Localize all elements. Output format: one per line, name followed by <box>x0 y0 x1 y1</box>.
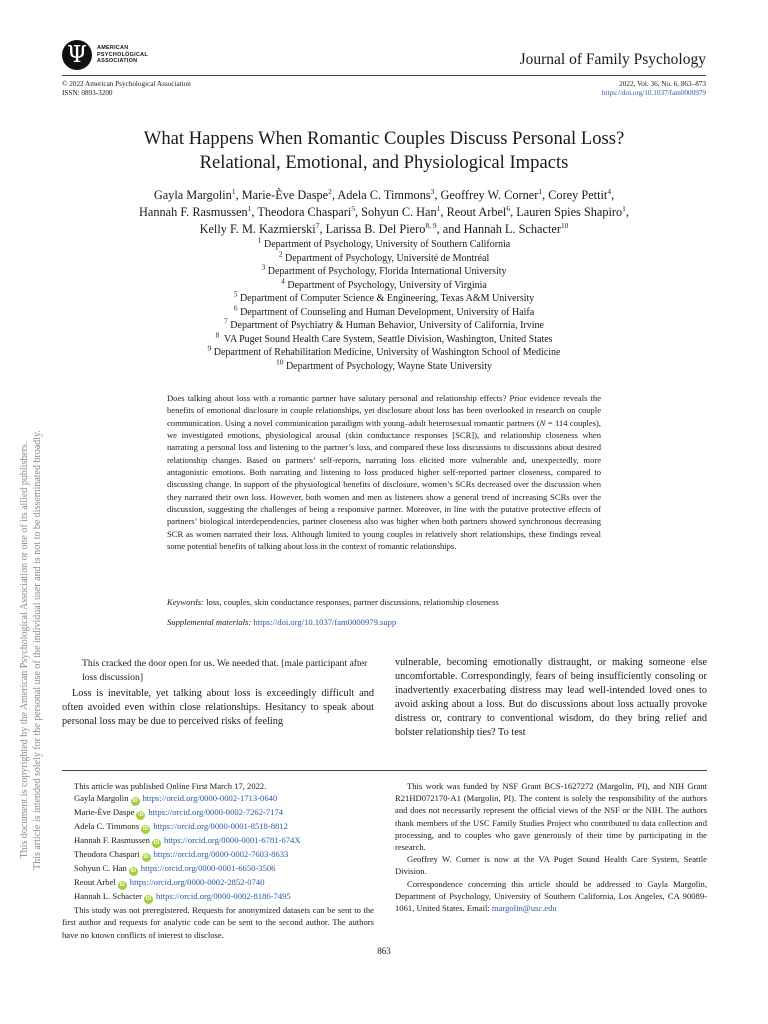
affiliation: $^3$ Department of Psychology, Florida International University <box>261 262 507 277</box>
author: Reout Arbel$^6$ <box>446 203 511 219</box>
orcid-icon: iD <box>142 826 149 833</box>
author: Theodora Chaspari$^5$ <box>257 203 356 219</box>
abstract: Does talking about loss with a romantic partner have salutary personal and relationship effects? Prior evidence reveals the benefits of emotional disclosure in couple relationships, yet disclosure about loss has been overlooked in research on couple communication. Using a novel communication paradigm with young–adult heterosexual romantic partners (N = 114 couples), we investigated emotions, physiological arousal (skin conductance responses [SCR]), and relationship closeness when narrating a personal loss and listening to the partner’s loss, and compared these loss discussions to discussions about desired relationship changes. Based on partners’ self-reports, narrating loss elicited more vulnerable and, unexpectedly, more antagonistic emotions. Both narrating and listening to loss produced higher self-reported partner closeness, compared to discussing change. In support of the physiological benefits of disclosure, women’s SCRs decreased over the discussion when they narrated their own loss. However, both women and men as listeners show a general trend of increasing SCRs over the discussion, suggesting the challenges of being a responsive partner. Moreover, in line with the putative protective effects of partners’ biological interdependencies, partner closeness also was higher when both partners showed synchronous decreasing SCR as women narrated their loss. Although limited to young couples in relatively short relationships, these findings reveal some potential benefits of talking about loss in the context of romantic relationships. <box>167 393 601 552</box>
affiliation: $^5$ Department of Computer Science & Engineering, Texas A&M University <box>233 289 535 304</box>
orcid-entry: Sohyun C. Han iD https://orcid.org/0000-0001-6650-3506 <box>74 863 276 875</box>
author: Marie-Ève Daspe$^2$ <box>241 186 332 202</box>
volume-info: 2022, Vol. 36, No. 6, 863–873 <box>619 80 706 88</box>
body-text-right: vulnerable, becoming emotionally distraught, or making someone else uncomfortable. Correspondingly, fears of being insufficiently consoling or inadvertently exacerbating distress may lead well-intended loved ones to avoid asking about a loss. But do discussions about loss actually provoke distress or, contrary to conventional wisdom, do they bring relief and bolster relationship ties? To test <box>395 657 707 738</box>
supplemental-materials <box>167 617 601 627</box>
affiliation: $^6$ Department of Counseling and Human Development, University of Haifa <box>233 303 535 318</box>
keywords-label: Keywords: <box>167 597 204 607</box>
orcid-icon: iD <box>153 840 160 847</box>
page-number: 863 <box>377 946 391 956</box>
published-note: This article was published Online First March 17, 2022. <box>74 781 267 791</box>
orcid-icon: iD <box>130 868 137 875</box>
copyright: © 2022 American Psychological Association <box>62 80 191 88</box>
preregistration-note: This study was not preregistered. Requests for anonymized datasets can be sent to the first author and requests for analytic code can be sent to the second author. The authors have no known conflicts of interest to disclose. <box>62 905 374 940</box>
doi-link[interactable]: https://doi.org/10.1037/fam0000979 <box>601 89 706 97</box>
author: Kelly F. M. Kazmierski$^7$ <box>199 220 320 236</box>
author-list: Gayla Margolin$^1$, Marie-Ève Daspe$^2$, Adela C. Timmons$^3$, Geoffrey W. Corner$^1$, Corey Pettit$^4$, Hannah F. Rasmussen$^1$, Theodora Chaspari$^5$, Sohyun C. Han$^1$, Reout Arbel$^6$, Lauren Spies Shapiro$^1$, Kelly F. M. Kazmierski$^7$, Larissa B. Del Piero$^{8, 9}$, and Hannah L. Schacter$^{10}$ <box>139 186 629 236</box>
orcid-entry: Hannah F. Rasmussen iD https://orcid.org/0000-0001-6781-674X <box>74 835 301 847</box>
article-title: What Happens When Romantic Couples Discuss Personal Loss? Relational, Emotional, and Physiological Impacts <box>143 128 625 173</box>
orcid-icon: iD <box>145 896 152 903</box>
affiliation: $^7$ Department of Psychiatry & Human Behavior, University of California, Irvine <box>224 316 544 331</box>
issn: ISSN: 0893-3200 <box>62 89 113 97</box>
affiliation: $^{10}$ Department of Psychology, Wayne State University <box>275 357 493 372</box>
psi-icon: Ψ <box>62 40 92 70</box>
affiliation: $^2$ Department of Psychology, Université de Montréal <box>278 249 490 264</box>
footnotes-right <box>395 780 707 914</box>
orcid-icon: iD <box>138 812 144 819</box>
logo-text: AMERICAN PSYCHOLOGICAL ASSOCIATION <box>97 45 148 65</box>
header-rule <box>62 75 706 76</box>
supplemental-link[interactable]: https://doi.org/10.1037/fam0000979.supp <box>253 617 397 627</box>
author: Larissa B. Del Piero$^{8, 9}$ <box>325 220 437 236</box>
affiliation: $^9$ Department of Rehabilitation Medicine, University of Washington School of Medicine <box>207 343 561 358</box>
keywords <box>167 597 601 607</box>
author: Corey Pettit$^4$ <box>548 186 612 202</box>
affiliation: $^4$ Department of Psychology, University of Virginia <box>281 276 487 291</box>
orcid-entry: Marie-Ève Daspe iD https://orcid.org/0000-0002-7262-7174 <box>74 807 284 819</box>
correspondence-note: Correspondence concerning this article should be addressed to Gayla Margolin, Department of Psychology, University of Southern California, Los Angeles, CA 90089-1061, United States. Email: margolin@usc.edu <box>395 878 707 914</box>
orcid-entry: Gayla Margolin iD https://orcid.org/0000-0002-1713-0640 <box>74 793 278 805</box>
footnotes-left <box>62 780 374 941</box>
affiliation: $^8$ VA Puget Sound Health Care System, Seattle Division, Washington, United States <box>215 330 553 345</box>
author: Geoffrey W. Corner$^1$ <box>440 186 543 202</box>
publisher-logo <box>62 40 182 70</box>
supplemental-label: Supplemental materials: <box>167 617 252 627</box>
orcid-entry: Hannah L. Schacter iD https://orcid.org/0000-0002-8186-7495 <box>74 891 291 903</box>
affiliation-list <box>70 235 698 373</box>
epigraph: This cracked the door open for us. We needed that. [male participant after loss discussion] <box>82 658 368 683</box>
author: Adela C. Timmons$^3$ <box>337 186 435 202</box>
keywords-text: loss, couples, skin conductance responses, partner discussions, relationship closeness <box>206 597 499 607</box>
orcid-entry: Theodora Chaspari iD https://orcid.org/0000-0002-7603-8633 <box>74 849 289 861</box>
affiliation: $^1$ Department of Psychology, University of Southern California <box>257 235 511 250</box>
funding-note: This work was funded by NSF Grant BCS-1627272 (Margolin, PI), and NIH Grant R21HD072170-A1 (Margolin, PI). The content is solely the responsibility of the authors and does not necessarily represent the official views of the NSF or the NIH. The authors thank members of the USC Family Studies Project who contributed to data collection and processing, and to couples who gave generously of their time by participating in the research. <box>395 781 707 853</box>
email-link[interactable]: margolin@usc.edu <box>491 903 557 914</box>
header-meta-right <box>602 80 706 98</box>
affiliation-change-note: Geoffrey W. Corner is now at the VA Puget Sound Health Care System, Seattle Division. <box>395 854 707 877</box>
author: Lauren Spies Shapiro$^1$ <box>516 203 626 219</box>
orcid-icon: iD <box>119 882 126 889</box>
journal-name: Journal of Family Psychology <box>519 51 706 68</box>
footnote-rule <box>62 770 707 771</box>
header-meta-left <box>62 80 191 98</box>
author: Gayla Margolin$^1$ <box>153 186 236 202</box>
orcid-icon: iD <box>143 854 149 861</box>
body-text-left: Loss is inevitable, yet talking about loss is exceedingly difficult and often avoided even within close relationships. Hesitancy to speak about personal loss may be due to perceived risks of feeling <box>62 688 374 727</box>
author: Hannah F. Rasmussen$^1$ <box>139 203 252 219</box>
orcid-icon: iD <box>132 798 138 805</box>
author: Hannah L. Schacter$^{10}$ <box>463 220 569 236</box>
author: Sohyun C. Han$^1$ <box>361 203 441 219</box>
orcid-entry: Adela C. Timmons iD https://orcid.org/0000-0001-8518-8812 <box>74 821 288 833</box>
copyright-side-notice: This document is copyrighted by the American Psychological Association or one of its allied publishers. This article is intended solely for the personal use of the individual user and is not to be disseminated broadly. <box>19 430 43 870</box>
orcid-entry: Reout Arbel iD https://orcid.org/0000-0002-2852-0740 <box>74 877 265 889</box>
